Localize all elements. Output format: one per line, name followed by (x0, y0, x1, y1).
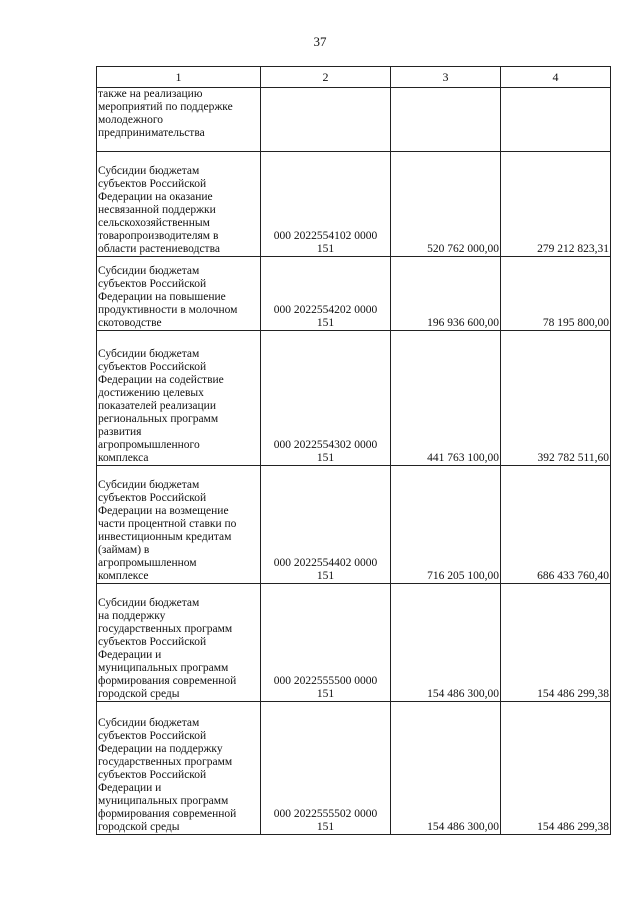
row-value-4: 154 486 299,38 (501, 584, 611, 702)
row-code (261, 88, 391, 152)
row-description (97, 702, 261, 835)
row-code (261, 584, 391, 702)
column-header-2: 2 (261, 67, 391, 88)
page-number: 37 (313, 34, 327, 49)
row-description (97, 88, 261, 152)
row-code (261, 257, 391, 331)
budget-table (96, 66, 611, 835)
row-value-4 (501, 88, 611, 152)
row-description-text: Субсидии бюджетам субъектов Российской Федерации на содействие достижению целевых показателей реализации региональных программ развития агропромышленного комплекса (98, 348, 224, 464)
table-row (97, 584, 611, 702)
row-value-3: 441 763 100,00 (391, 331, 501, 466)
row-code (261, 702, 391, 835)
row-description-text: также на реализацию мероприятий по поддержке молодежного предпринимательства (98, 88, 233, 139)
row-code-text: 000 2022554202 0000 151 (273, 304, 378, 329)
row-description (97, 584, 261, 702)
row-description-text: Субсидии бюджетам на поддержку государственных программ субъектов Российской Федерации и муниципальных программ формирования современной городской среды (98, 597, 237, 700)
row-code (261, 331, 391, 466)
row-description-text: Субсидии бюджетам субъектов Российской Федерации на возмещение части процентной ставки по инвестиционным кредитам (займам) в агропромышленном комплексе (98, 479, 237, 582)
table-row (97, 702, 611, 835)
column-header-1: 1 (97, 67, 261, 88)
row-description-text: Субсидии бюджетам субъектов Российской Федерации на оказание несвязанной поддержки сельскохозяйственным товаропроизводителям в области растениеводства (98, 165, 220, 255)
row-code-text: 000 2022555500 0000 151 (273, 675, 378, 700)
row-value-3: 154 486 300,00 (391, 702, 501, 835)
row-value-4: 279 212 823,31 (501, 152, 611, 257)
row-value-4: 392 782 511,60 (501, 331, 611, 466)
row-value-3: 716 205 100,00 (391, 466, 501, 584)
row-description-text: Субсидии бюджетам субъектов Российской Федерации на поддержку государственных программ субъектов Российской Федерации и муниципальных программ формирования современной городской среды (98, 717, 237, 833)
column-header-4: 4 (501, 67, 611, 88)
row-description (97, 331, 261, 466)
row-value-3 (391, 88, 501, 152)
row-value-3: 520 762 000,00 (391, 152, 501, 257)
table-header-row (97, 67, 611, 88)
table-row (97, 152, 611, 257)
row-code-text: 000 2022554102 0000 151 (273, 230, 378, 255)
table-row (97, 466, 611, 584)
row-code-text: 000 2022554402 0000 151 (273, 557, 378, 582)
row-code (261, 152, 391, 257)
row-value-3: 196 936 600,00 (391, 257, 501, 331)
column-header-3: 3 (391, 67, 501, 88)
row-description (97, 152, 261, 257)
row-value-4: 686 433 760,40 (501, 466, 611, 584)
row-description (97, 466, 261, 584)
row-code-text: 000 2022554302 0000 151 (273, 439, 378, 464)
table-row (97, 257, 611, 331)
row-code (261, 466, 391, 584)
row-value-4: 78 195 800,00 (501, 257, 611, 331)
table-row (97, 88, 611, 152)
row-value-4: 154 486 299,38 (501, 702, 611, 835)
table-row (97, 331, 611, 466)
row-value-3: 154 486 300,00 (391, 584, 501, 702)
row-description-text: Субсидии бюджетам субъектов Российской Федерации на повышение продуктивности в молочном скотоводстве (98, 265, 238, 329)
row-code-text: 000 2022555502 0000 151 (273, 808, 378, 833)
row-description (97, 257, 261, 331)
